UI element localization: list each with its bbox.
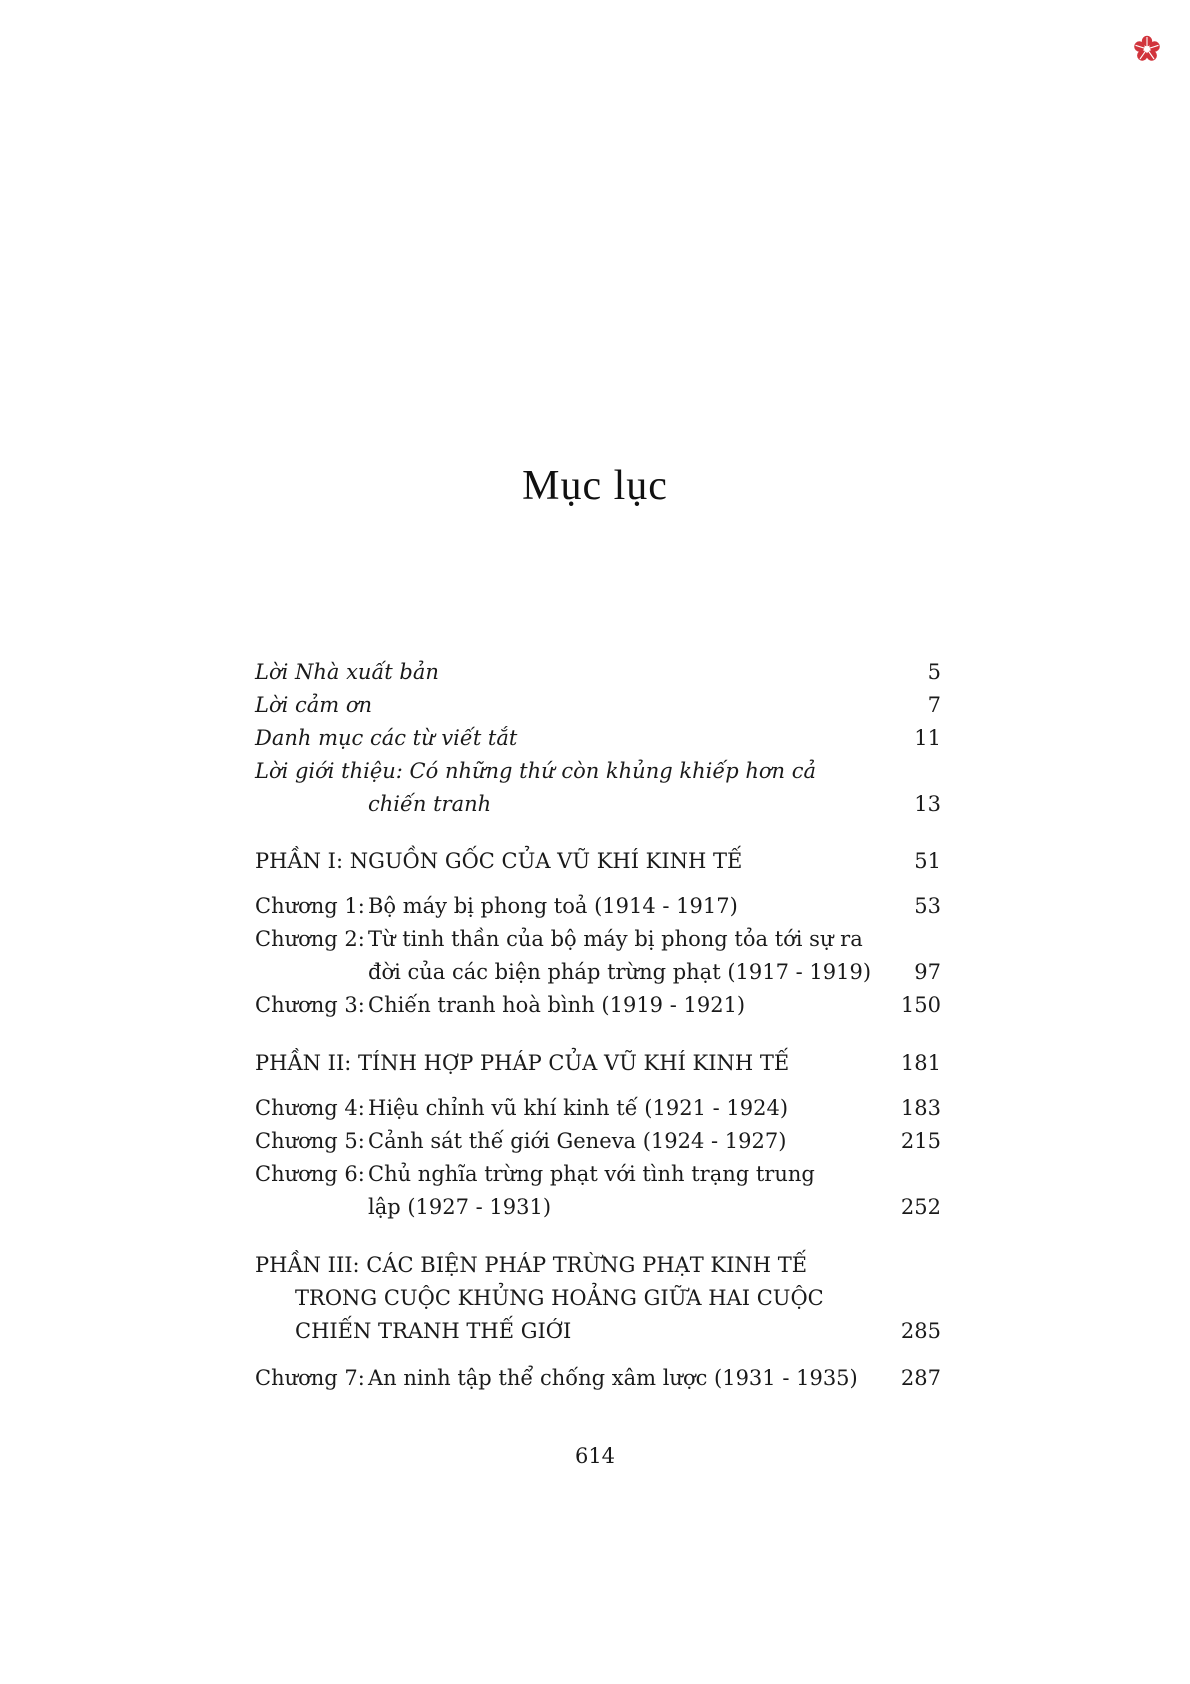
toc-chapter-2-cont[interactable] [255,957,941,987]
chapter-title: Hiệu chỉnh vũ khí kinh tế (1921 - 1924) [368,1096,789,1120]
toc-entry-acknowledgements[interactable] [255,690,941,720]
toc-entry-publisher-note[interactable] [255,657,941,687]
chapter-title: An ninh tập thể chống xâm lược (1931 - 1935) [368,1366,858,1390]
part-heading-line1: PHẦN III: CÁC BIỆN PHÁP TRỪNG PHẠT KINH TẾ [255,1253,808,1277]
toc-chapter-3[interactable] [255,990,941,1020]
table-of-contents [255,0,941,1684]
toc-part-3-heading-cont[interactable] [255,1283,941,1313]
entry-page-number: 7 [927,693,941,717]
entry-title: Lời Nhà xuất bản [255,660,439,684]
chapter-title: Bộ máy bị phong toả (1914 - 1917) [368,894,738,918]
page-title: Mục lục [522,463,668,509]
toc-entry-introduction-cont[interactable] [255,789,941,819]
toc-entry-abbreviations[interactable] [255,723,941,753]
entry-page-number: 285 [900,1319,941,1343]
page-number: 614 [574,1444,616,1468]
chapter-label: Chương 4: [255,1096,365,1120]
toc-chapter-6-cont[interactable] [255,1192,941,1222]
chapter-label: Chương 5: [255,1129,365,1153]
entry-page-number: 181 [900,1051,941,1075]
chapter-title: Chiến tranh hoà bình (1919 - 1921) [368,993,746,1017]
chapter-title: Cảnh sát thế giới Geneva (1924 - 1927) [368,1129,787,1153]
part-heading: PHẦN II: TÍNH HỢP PHÁP CỦA VŨ KHÍ KINH TẾ [255,1051,790,1075]
entry-title-line2: chiến tranh [368,792,492,816]
toc-chapter-6[interactable] [255,1159,941,1189]
entry-page-number: 13 [914,792,941,816]
toc-part-3-heading[interactable] [255,1250,941,1280]
entry-page-number: 53 [914,894,941,918]
toc-chapter-2[interactable] [255,924,941,954]
entry-page-number: 287 [900,1366,941,1390]
toc-part-3-heading-cont2[interactable] [255,1316,941,1346]
chapter-title-line2: đời của các biện pháp trừng phạt (1917 - 1919) [368,960,872,984]
entry-page-number: 97 [914,960,941,984]
chapter-title-line2: lập (1927 - 1931) [368,1195,552,1219]
toc-entry-introduction[interactable] [255,756,941,786]
part-heading-line3: CHIẾN TRANH THẾ GIỚI [295,1319,572,1343]
chapter-title-line1: Chủ nghĩa trừng phạt với tình trạng trung [368,1162,815,1186]
entry-page-number: 252 [900,1195,941,1219]
entry-page-number: 215 [900,1129,941,1153]
chapter-label: Chương 7: [255,1366,365,1390]
toc-part-1-heading[interactable] [255,846,941,876]
entry-page-number: 11 [914,726,941,750]
flower-ornament-icon [1132,34,1162,64]
entry-page-number: 150 [900,993,941,1017]
part-heading: PHẦN I: NGUỒN GỐC CỦA VŨ KHÍ KINH TẾ [255,849,743,873]
chapter-label: Chương 3: [255,993,365,1017]
entry-title: Lời cảm ơn [255,693,373,717]
toc-chapter-1[interactable] [255,891,941,921]
part-heading-line2: TRONG CUỘC KHỦNG HOẢNG GIỮA HAI CUỘC [295,1286,824,1310]
chapter-label: Chương 2: [255,927,365,951]
entry-page-number: 5 [927,660,941,684]
toc-chapter-5[interactable] [255,1126,941,1156]
toc-chapter-4[interactable] [255,1093,941,1123]
chapter-label: Chương 1: [255,894,365,918]
entry-title: Danh mục các từ viết tắt [255,726,518,750]
entry-page-number: 51 [914,849,941,873]
toc-chapter-7[interactable] [255,1363,941,1393]
entry-page-number: 183 [900,1096,941,1120]
toc-part-2-heading[interactable] [255,1048,941,1078]
chapter-title-line1: Từ tinh thần của bộ máy bị phong tỏa tới sự ra [368,927,863,951]
chapter-label: Chương 6: [255,1162,365,1186]
entry-title-line1: Lời giới thiệu: Có những thứ còn khủng khiếp hơn cả [255,759,817,783]
